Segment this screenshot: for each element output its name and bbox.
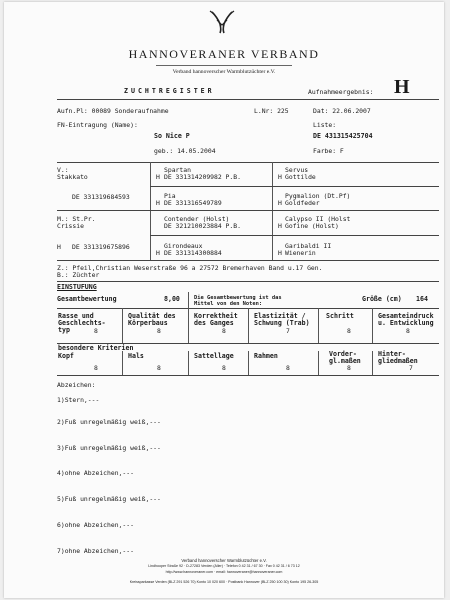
crit-vorder-value: 8: [347, 364, 351, 372]
lnr: L.Nr: 225: [254, 107, 289, 115]
register-rule: [57, 99, 439, 100]
abzeichen-item: 1)Stern,---: [57, 396, 100, 404]
ss-reg: DE 331314209982 P.B.: [164, 173, 241, 181]
crit-rahmen-value: 8: [286, 364, 290, 372]
gesamt-note-2: Mittel von den Noten:: [194, 301, 263, 307]
special-rule: [57, 375, 439, 376]
crit-rasse-value: 8: [94, 327, 98, 335]
crit-schritt-l1: Schritt: [326, 312, 354, 320]
footer-bank: Kreissparkasse Verden (BLZ 291 526 70) Konto 10 020 600 · Postbank Hannover (BLZ 250 100 30) Konto 195 26-305: [129, 580, 319, 584]
ss-name: Spartan: [164, 166, 191, 174]
crit-kopf-value: 8: [94, 364, 98, 372]
record-date: Dat: 22.06.2007: [313, 107, 371, 115]
dam-name: Crissie: [57, 222, 84, 230]
crit-hinter-value: 7: [409, 364, 413, 372]
result-label: Aufnahmeergebnis:: [308, 88, 374, 96]
horse-heads-logo: [206, 10, 238, 34]
crit-hinter-l2: gliedmaßen: [378, 357, 418, 365]
dam-label: M.: St.Pr.: [57, 215, 96, 223]
sire-name: Stakkato: [57, 173, 88, 181]
breeder-line: Z.: Pfeil,Christian Weserstraße 96 a 27572 Bremerhaven Band u.17 Gen.: [57, 264, 323, 272]
crit-rasse-l2: Geschlechts-: [58, 319, 106, 327]
sd-prefix: H: [156, 199, 160, 207]
pedigree-mid-rule: [57, 210, 439, 211]
ds-sire: Calypso II (Holst: [285, 215, 351, 223]
aufn-line: Aufn.Pl: 00089 Sonderaufnahme: [57, 107, 169, 115]
ss-dam-prefix: H: [278, 173, 282, 181]
crit-vorder-l2: gl.maßen: [329, 357, 361, 365]
gesamt-divider: [188, 292, 189, 308]
crit-elast-l2: Schwung (Trab): [254, 319, 310, 327]
sd-name: Pia: [164, 192, 176, 200]
org-subtitle: Verband hannoverscher Warmblutzüchter e.V.: [172, 69, 276, 75]
abzeichen-item: 2)Fuß unregelmäßig weiß,---: [57, 418, 161, 426]
fn-label: FN-Eintragung (Name):: [57, 121, 138, 129]
crit2-div-2: [188, 351, 189, 375]
sd-sire: Pygmalion (Dt.Pf): [285, 192, 351, 200]
reg-number: DE 431315425704: [313, 132, 373, 140]
dam-reg: DE 331319675896: [72, 243, 130, 251]
crit-schritt-value: 8: [347, 327, 351, 335]
dd-dam: Wienerin: [285, 249, 316, 257]
org-name: HANNOVERANER VERBAND: [128, 47, 320, 61]
crit-koerper-l2: Körperbaus: [128, 319, 168, 327]
crit2-div-3: [248, 351, 249, 375]
owner-line: B.: Züchter: [57, 271, 100, 279]
crit-gesamt-l2: u. Entwicklung: [378, 319, 434, 327]
groesse-value: 164: [416, 295, 428, 303]
color: Farbe: F: [313, 147, 344, 155]
crit1-div-1: [122, 308, 123, 343]
dd-sire: Garibaldi II: [285, 242, 332, 250]
crit-gesamt-value: 8: [406, 327, 410, 335]
groesse-label: Größe (cm): [362, 295, 402, 303]
sd-dam-prefix: H: [278, 199, 282, 207]
crit1-div-3: [248, 308, 249, 343]
sd-reg: DE 331316549789: [164, 199, 222, 207]
dd-reg: DE 331314300884: [164, 249, 222, 257]
ds-reg: DE 321210023884 P.B.: [164, 222, 241, 230]
crit-koerper-value: 8: [157, 327, 161, 335]
liste-label: Liste:: [313, 121, 337, 129]
abzeichen-item: 7)ohne Abzeichen,---: [57, 547, 134, 555]
abzeichen-item: 6)ohne Abzeichen,---: [57, 521, 134, 529]
crit-gang-value: 8: [222, 327, 226, 335]
ds-dam-prefix: H: [278, 222, 282, 230]
document-sheet: [4, 2, 444, 598]
crit-hals-label: Hals: [128, 352, 144, 360]
crit1-div-5: [372, 308, 373, 343]
birth-date: geb.: 14.05.2004: [154, 147, 216, 155]
register-title: ZUCHTREGISTER: [124, 87, 215, 95]
einstufung-title: EINSTUFUNG: [57, 283, 97, 291]
ds-name: Contender (Holst): [164, 215, 230, 223]
crit-gang-l2: des Ganges: [194, 319, 234, 327]
crit-hinter-l1: Hinter-: [378, 350, 406, 358]
pedigree-divider-2: [272, 162, 273, 260]
crit-gang-l1: Korrektheit: [194, 312, 238, 320]
footer-address: Lindhooper Straße 92 · D-27283 Verden (Aller) · Telefon 0 42 31 / 67 30 · Fax 0 42 31 / 6 73 12: [148, 564, 300, 568]
crit-kopf-label: Kopf: [58, 352, 74, 360]
crit-sattel-value: 8: [222, 364, 226, 372]
gesamt-note-1: Die Gesamtbewertung ist das: [194, 295, 282, 301]
crit2-div-1: [122, 351, 123, 375]
crit2-div-4: [318, 351, 319, 375]
ss-prefix: H: [156, 173, 160, 181]
crit-rasse-l3: typ: [58, 326, 70, 334]
sd-dam: Goldfeder: [285, 199, 320, 207]
dd-prefix: H: [156, 249, 160, 257]
pedigree-top-rule: [57, 162, 439, 163]
result-value: H: [394, 76, 410, 98]
crit-hals-value: 8: [157, 364, 161, 372]
crit2-div-5: [372, 351, 373, 375]
gesamt-label: Gesamtbewertung: [57, 295, 117, 303]
dd-name: Girondeaux: [164, 242, 203, 250]
footer-org: Verband hannoverscher Warmblutzüchter e.V.: [181, 558, 267, 563]
special-title: besondere Kriterien: [58, 344, 134, 352]
pedigree-divider-1: [150, 162, 151, 260]
pedigree-rule-b: [150, 235, 439, 236]
crit-rasse-l1: Rasse und: [58, 312, 94, 320]
crit-vorder-l1: Vorder-: [329, 350, 357, 358]
crit1-div-4: [318, 308, 319, 343]
crit-sattel-label: Sattellage: [194, 352, 234, 360]
ds-dam: Gofine (Holst): [285, 222, 339, 230]
sire-reg: DE 331319684593: [72, 193, 130, 201]
footer-web: http://www.hannoveraner.com · email: hannoveraner@hannoveraner.com: [165, 570, 283, 574]
abzeichen-title: Abzeichen:: [57, 381, 96, 389]
crit-gesamt-l1: Gesamteindruck: [378, 312, 434, 320]
abzeichen-item: 5)Fuß unregelmäßig weiß,---: [57, 495, 161, 503]
ss-sire: Servus: [285, 166, 309, 174]
breeder-rule: [57, 281, 439, 282]
crit-elast-l1: Elastizität /: [254, 312, 306, 320]
crit-koerper-l1: Qualität des: [128, 312, 176, 320]
horse-name: So Nice P: [154, 132, 190, 140]
sire-label: V.:: [57, 166, 69, 174]
dd-dam-prefix: H: [278, 249, 282, 257]
gesamt-value: 8,00: [164, 295, 180, 303]
abzeichen-item: 3)Fuß unregelmäßig weiß,---: [57, 444, 161, 452]
crit-elast-value: 7: [286, 327, 290, 335]
pedigree-rule-a: [150, 186, 439, 187]
ss-dam: Gottilde: [285, 173, 316, 181]
dam-prefix: H: [57, 243, 61, 251]
pedigree-bottom-rule: [57, 260, 439, 261]
header-rule: [156, 65, 292, 66]
crit1-div-2: [188, 308, 189, 343]
abzeichen-item: 4)ohne Abzeichen,---: [57, 469, 134, 477]
crit-rahmen-label: Rahmen: [254, 352, 278, 360]
